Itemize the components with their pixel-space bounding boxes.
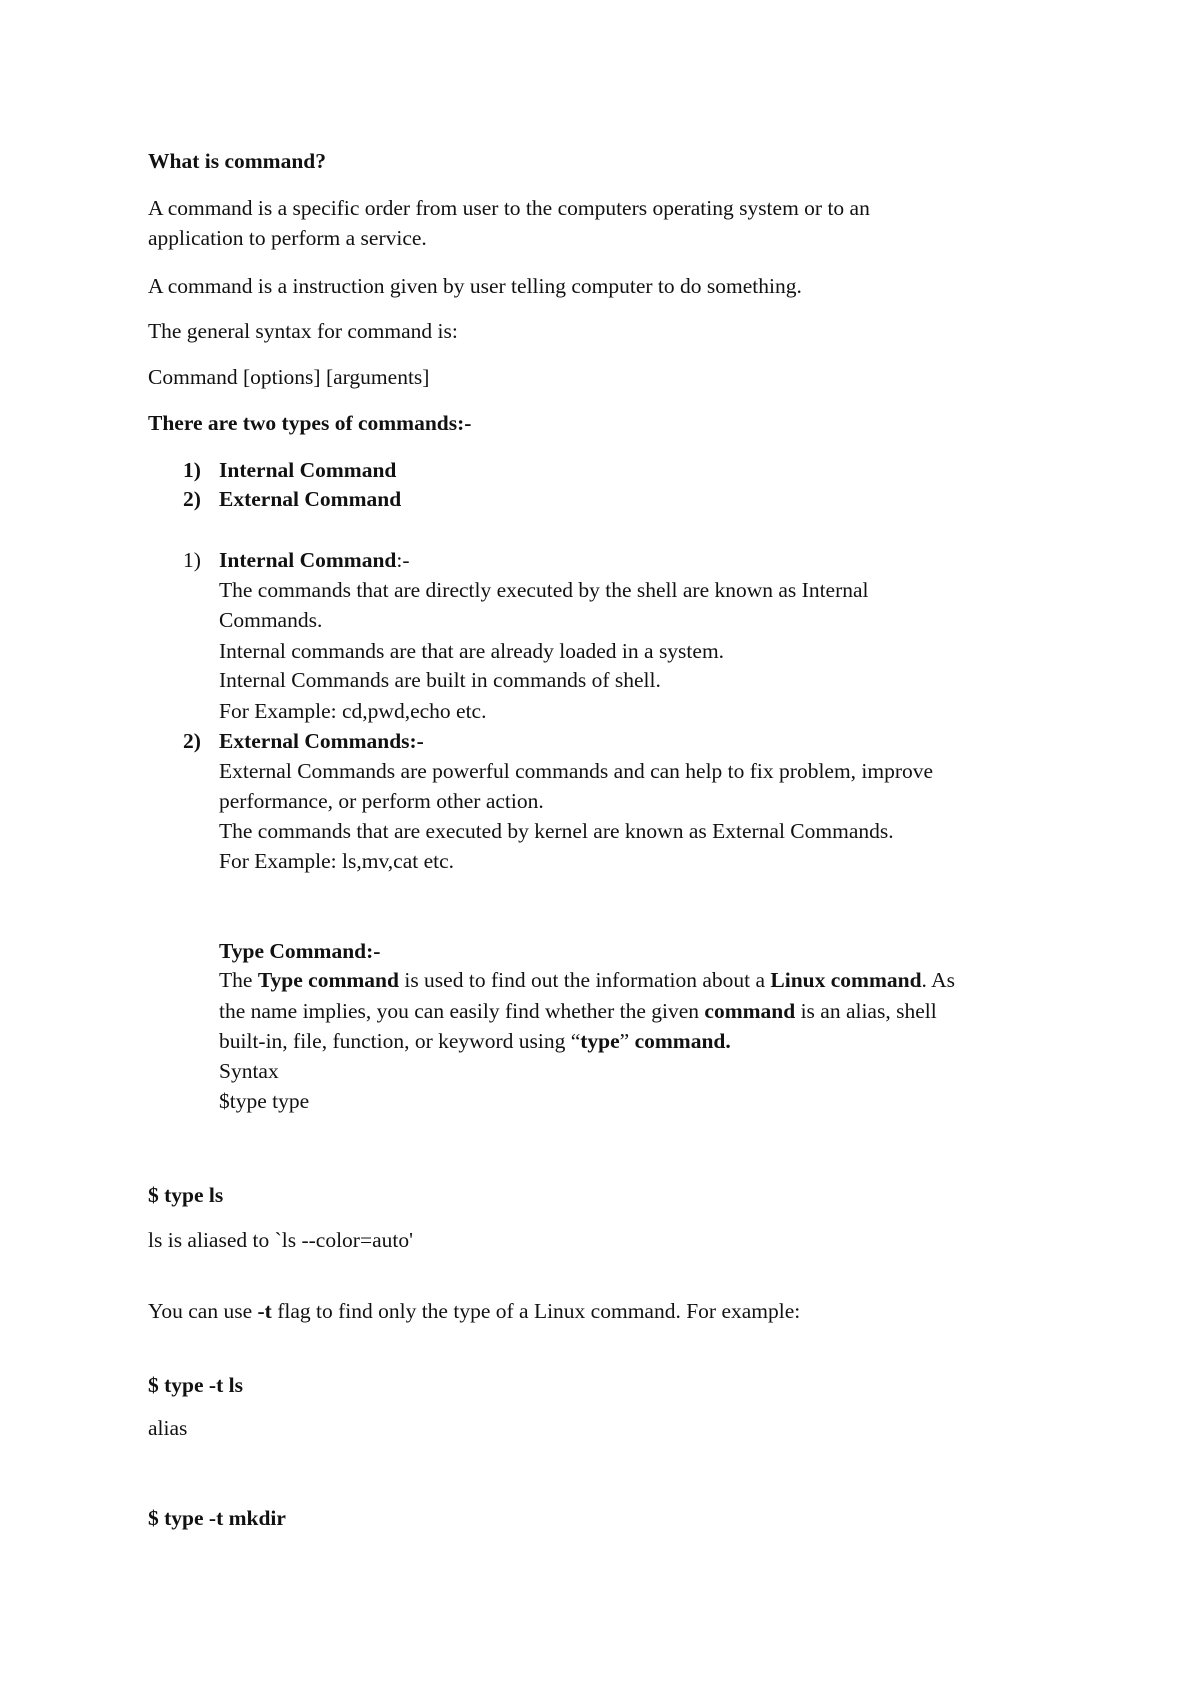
internal-line-5: For Example: cd,pwd,echo etc.: [219, 699, 487, 723]
internal-line-4: Internal Commands are built in commands of shell.: [219, 668, 661, 692]
list-item-internal: Internal Command: [219, 458, 397, 482]
syntax-label: Syntax: [219, 1059, 279, 1083]
types-heading: There are two types of commands:-: [148, 411, 472, 435]
t-flag-description: You can use -t flag to find only the type of a Linux command. For example:: [148, 1299, 801, 1323]
type-paragraph-line-2: the name implies, you can easily find whether the given command is an alias, shell: [219, 999, 937, 1023]
instruction-text: A command is a instruction given by user telling computer to do something.: [148, 274, 802, 298]
external-line-1: External Commands are powerful commands and can help to fix problem, improve: [219, 759, 934, 783]
example-output-type-ls: ls is aliased to `ls --color=auto': [148, 1228, 413, 1252]
external-command-title: External Commands:-: [219, 729, 424, 753]
section-number: 2): [183, 729, 201, 753]
example-output-type-t-ls: alias: [148, 1416, 188, 1440]
example-command-type-t-mkdir: $ type -t mkdir: [148, 1506, 286, 1530]
syntax-line: Command [options] [arguments]: [148, 365, 430, 389]
syntax-example: $type type: [219, 1089, 310, 1113]
type-paragraph-line-1: The Type command is used to find out the information about a Linux command. As: [219, 968, 955, 992]
external-line-2: performance, or perform other action.: [219, 789, 544, 813]
syntax-intro: The general syntax for command is:: [148, 319, 458, 343]
external-line-3: The commands that are executed by kernel are known as External Commands.: [219, 819, 894, 843]
internal-line-3: Internal commands are that are already loaded in a system.: [219, 639, 725, 663]
section-number: 1): [183, 548, 201, 572]
type-paragraph-line-3: built-in, file, function, or keyword using “type” command.: [219, 1029, 731, 1053]
external-line-4: For Example: ls,mv,cat etc.: [219, 849, 455, 873]
example-command-type-ls: $ type ls: [148, 1183, 224, 1207]
list-item-number: 1): [183, 458, 201, 482]
internal-line-1: The commands that are directly executed by the shell are known as Internal: [219, 578, 869, 602]
internal-line-2: Commands.: [219, 608, 323, 632]
list-item-number: 2): [183, 487, 201, 511]
example-command-type-t-ls: $ type -t ls: [148, 1373, 243, 1397]
type-command-title: Type Command:-: [219, 939, 381, 963]
page-heading: What is command?: [148, 149, 326, 173]
definition-line-2: application to perform a service.: [148, 226, 427, 250]
list-item-external: External Command: [219, 487, 402, 511]
internal-command-title: Internal Command:-: [219, 548, 410, 572]
definition-line-1: A command is a specific order from user to the computers operating system or to an: [148, 196, 870, 220]
